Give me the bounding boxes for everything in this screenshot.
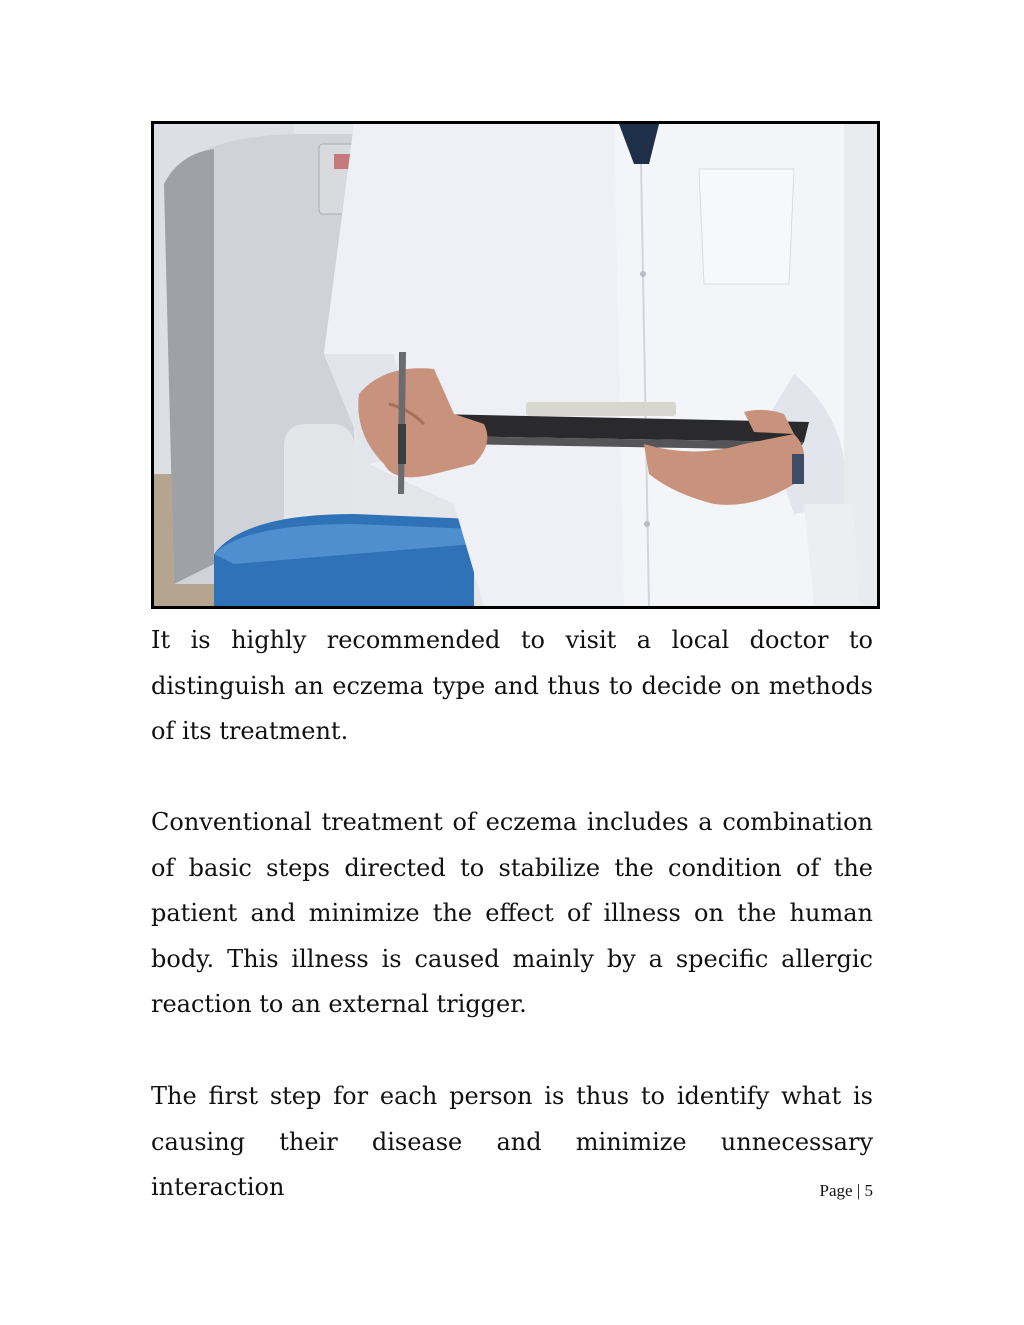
doctor-illustration — [154, 124, 877, 606]
paragraph-intro: It is highly recommended to visit a local doctor to distinguish an eczema type and thus to decide on methods of its treatment. — [151, 626, 873, 745]
paragraph-first-step: The first step for each person is thus to identify what is causing their disease and minimize unnecessary interaction — [151, 1082, 873, 1201]
paragraph-conventional-treatment: Conventional treatment of eczema includes a combination of basic steps directed to stabilize the condition of the patient and minimize the effect of illness on the human body. This illness is caused mainly by a specific allergic reaction to an external trigger. — [151, 808, 873, 1018]
doctor-photo — [151, 121, 880, 609]
page-number: Page | 5 — [819, 1181, 873, 1200]
